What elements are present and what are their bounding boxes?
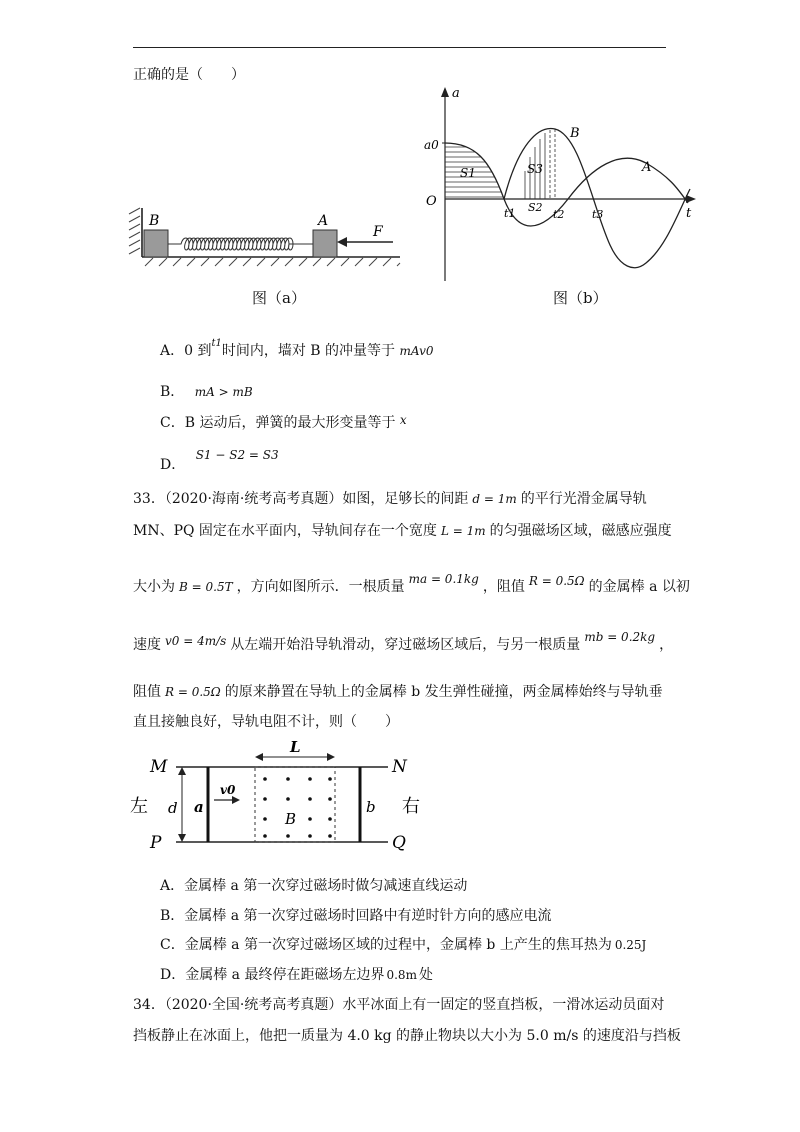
label-m: M xyxy=(150,757,168,777)
curve-b xyxy=(504,129,690,268)
label-v0: v0 xyxy=(220,783,236,797)
q34-line-1: 34．（2020·全国·统考高考真题）水平冰面上有一固定的竖直挡板，一滑冰运动员面对 xyxy=(133,997,665,1013)
label-q: Q xyxy=(392,833,406,853)
t1-label: t1 xyxy=(504,207,516,220)
curve-a xyxy=(445,143,688,226)
figure-b-acceleration-graph xyxy=(420,85,710,285)
q33-line-4: 速度 v0 = 4m/s 从左端开始沿导轨滑动，穿过磁场区域后，与另一根质量 mb = 0.2kg ， xyxy=(133,630,674,653)
q33-line-6: 直且接触良好，导轨电阻不计，则（ ） xyxy=(133,714,399,730)
label-l: L xyxy=(290,738,301,756)
block-b xyxy=(144,230,168,257)
axis-t-label: t xyxy=(686,206,692,221)
figure-b-caption: 图（b） xyxy=(553,289,608,307)
magnetic-field-region xyxy=(255,767,335,842)
s1-label: S1 xyxy=(460,166,476,180)
label-d: d xyxy=(168,799,178,817)
q33-option-c: C．金属棒 a 第一次穿过磁场区域的过程中，金属棒 b 上产生的焦耳热为 0.25J xyxy=(160,937,647,953)
q33-line-5: 阻值 R = 0.5Ω 的原来静置在导轨上的金属棒 b 发生弹性碰撞，两金属棒始终与导轨垂 xyxy=(133,684,663,700)
origin-label: O xyxy=(426,194,437,209)
curve-a-label: A xyxy=(642,160,652,175)
label-b: B xyxy=(149,213,160,229)
q34-line-2: 挡板静止在冰面上，他把一质量为 4.0 kg 的静止物块以大小为 5.0 m/s 的速度沿与挡板 xyxy=(133,1028,681,1044)
s2-label: S2 xyxy=(528,201,543,214)
s3-label: S3 xyxy=(527,162,543,176)
q33-rail-figure xyxy=(130,738,420,860)
spring xyxy=(168,238,313,250)
q32-option-b: B． mA > mB xyxy=(160,384,253,400)
q32-option-c: C．B 运动后，弹簧的最大形变量等于 x xyxy=(160,413,407,431)
label-rod-a: a xyxy=(194,798,204,816)
label-rod-b: b xyxy=(366,798,376,816)
q33-line-1: 33．（2020·海南·统考高考真题）如图，足够长的间距 d = 1m 的平行光滑金属导轨 xyxy=(133,491,647,507)
q33-option-a: A．金属棒 a 第一次穿过磁场时做匀减速直线运动 xyxy=(160,878,468,894)
label-field-b: B xyxy=(285,810,297,828)
label-left: 左 xyxy=(130,796,148,817)
q32-stem-tail: 正确的是（ ） xyxy=(133,67,245,83)
label-f: F xyxy=(373,224,383,240)
block-a xyxy=(313,230,337,257)
q33-option-b: B．金属棒 a 第一次穿过磁场时回路中有逆时针方向的感应电流 xyxy=(160,908,552,924)
t3-label: t3 xyxy=(592,208,604,221)
a0-label: a0 xyxy=(424,138,439,152)
q33-line-2: MN、PQ 固定在水平面内，导轨间存在一个宽度 L = 1m 的匀强磁场区域，磁感应强度 xyxy=(133,523,672,539)
curve-b-label: B xyxy=(570,126,580,141)
q32-option-a: A．0 到$^{t1}$时间内，墙对 B 的冲量等于 mAv0 xyxy=(160,338,434,359)
figure-a-caption: 图（a） xyxy=(252,289,306,307)
q32-option-d: D． S1 − S2 = S3 xyxy=(160,448,279,473)
figure-a-spring-system xyxy=(125,200,410,270)
label-right: 右 xyxy=(402,796,420,817)
header-rule xyxy=(133,47,666,48)
label-a: A xyxy=(318,213,329,229)
label-p: P xyxy=(150,833,162,853)
axis-a-label: a xyxy=(452,86,460,101)
q33-line-3: 大小为 B = 0.5T ，方向如图所示．一根质量 ma = 0.1kg ，阻值 R = 0.5Ω 的金属棒 a 以初 xyxy=(133,572,690,595)
t2-label: t2 xyxy=(553,208,565,221)
label-n: N xyxy=(392,757,407,777)
q33-option-d: D．金属棒 a 最终停在距磁场左边界 0.8m 处 xyxy=(160,967,433,983)
